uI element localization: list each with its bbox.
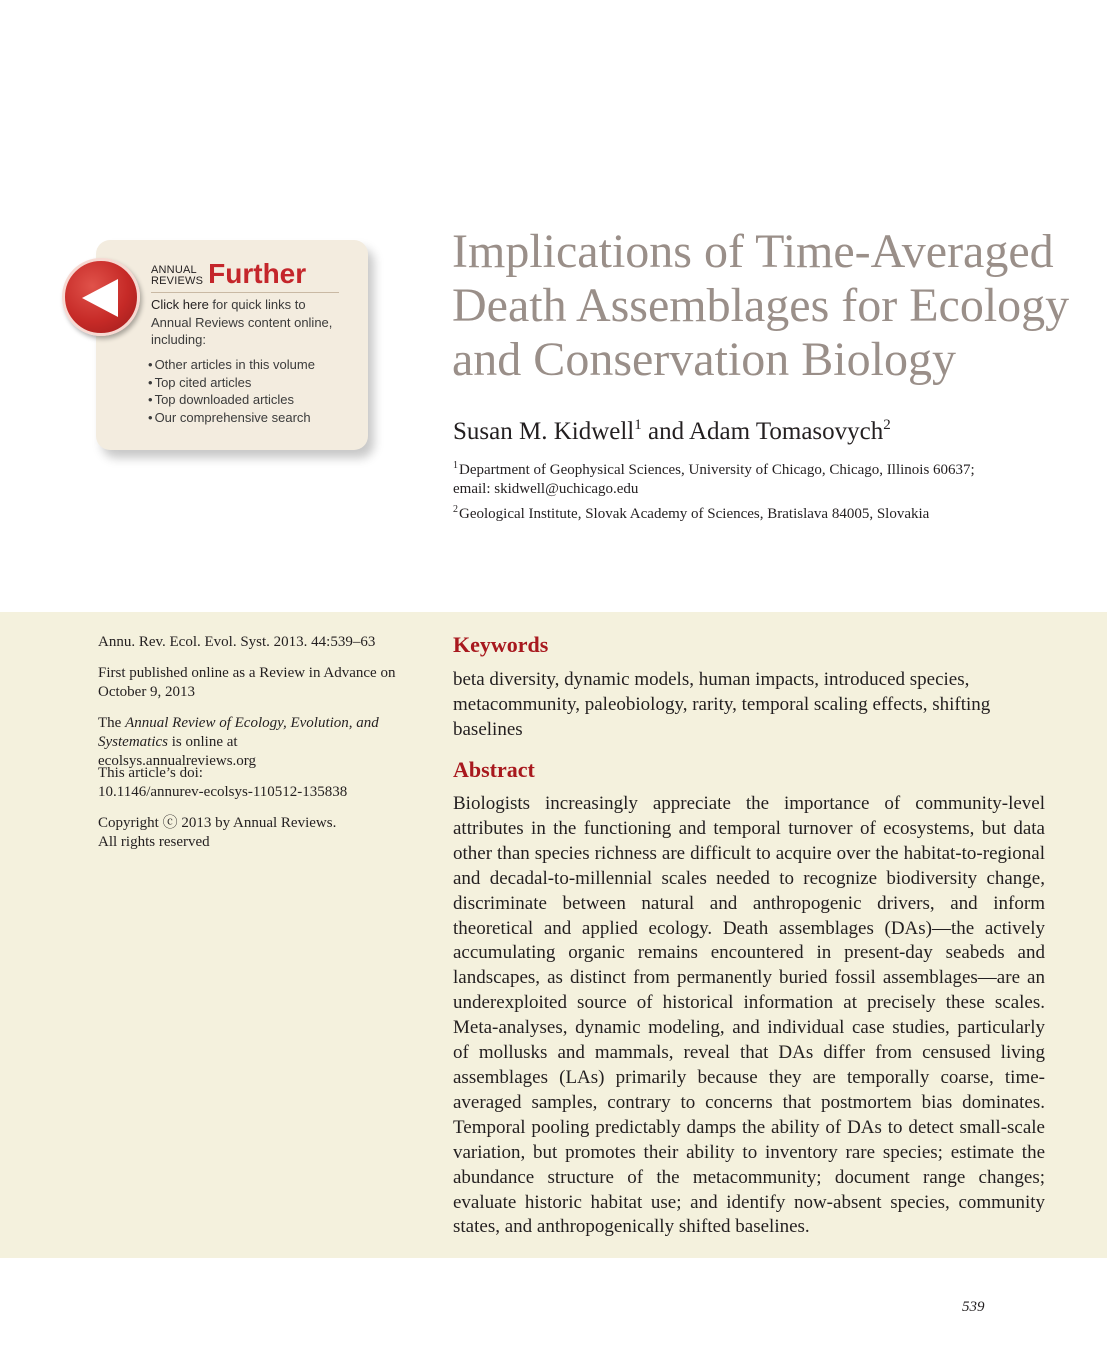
annual-reviews-logo <box>151 265 203 287</box>
logo-line-annual: ANNUAL <box>151 264 197 276</box>
abstract-text: Biologists increasingly appreciate the importance of community-level attributes in the functioning and temporal turnover of ecosystems, but data other than species richness are difficult to acquire over the habitat-to-regional and decadal-to-millennial scales needed to recognize biodiversity change, discriminate between natural and anthropogenic drivers, and inform theoretical and applied ecology. Death assemblages (DAs)—the actively accumulating organic remains encountered in present-day seabeds and landscapes, as distinct from permanently buried fossil assemblages—are an underexploited source of historical information at precisely these scales. Meta-analyses, dynamic modeling, and individual case studies, particularly of mollusks and mammals, reveal that DAs differ from censused living assemblages (LAs) primarily because they are temporally coarse, time-averaged samples, contrary to concerns that postmortem bias dominates. Temporal pooling predictably damps the ability of DAs to detect small-scale variation, but promotes their ability to inventory rare species; estimate the abundance structure of the metacommunity; document range changes; evaluate historic habitat use; and identify now-absent species, community states, and anthropogenically shifted baselines. <box>453 793 1045 1238</box>
further-link-search[interactable]: • Our comprehensive search <box>148 409 315 427</box>
further-divider <box>151 292 339 293</box>
doi-block <box>98 764 408 802</box>
doi-label: This article’s doi: <box>98 765 203 781</box>
further-title: Further <box>208 258 307 289</box>
rights-line: All rights reserved <box>98 834 210 850</box>
author-kidwell: Susan M. Kidwell <box>453 418 635 445</box>
further-links-list <box>148 356 315 426</box>
logo-line-reviews: REVIEWS <box>151 275 204 287</box>
affiliation-2-marker: 2 <box>453 504 458 515</box>
first-published: First published online as a Review in Advance on October 9, 2013 <box>98 665 396 700</box>
author-separator: and <box>641 418 689 445</box>
keywords-heading: Keywords <box>453 632 549 657</box>
affiliation-2-text: Geological Institute, Slovak Academy of Sciences, Bratislava 84005, Slovakia <box>459 506 930 522</box>
author-tomasovych: Adam Tomasovych <box>688 418 884 445</box>
author1-affil-marker: 1 <box>634 417 642 433</box>
further-link-top-cited[interactable]: • Top cited articles <box>148 374 315 392</box>
journal-online-note <box>98 714 398 771</box>
author2-affil-marker: 2 <box>883 417 891 433</box>
journal-name: Annual Review of Ecology, Evolution, and Systematics <box>98 715 379 750</box>
authors <box>453 417 891 447</box>
further-arrow-button[interactable] <box>62 258 140 336</box>
article-title: Implications of Time-Averaged Death Assemblages for Ecology and Conservation Biology <box>452 225 1070 386</box>
further-intro <box>151 296 347 349</box>
further-box[interactable] <box>58 238 388 466</box>
affiliation-1-marker: 1 <box>453 460 458 471</box>
further-link-other-articles[interactable]: • Other articles in this volume <box>148 356 315 374</box>
citation: Annu. Rev. Ecol. Evol. Syst. 2013. 44:539–63 <box>98 634 376 650</box>
further-intro-text: for quick links to Annual Reviews content online, including: <box>151 297 333 347</box>
affiliation-2 <box>453 505 1013 524</box>
abstract-heading: Abstract <box>453 757 535 782</box>
click-here-link[interactable]: Click here <box>151 297 209 312</box>
page-number: 539 <box>962 1299 985 1315</box>
left-arrow-icon <box>76 273 126 323</box>
affiliation-1-text: Department of Geophysical Sciences, University of Chicago, Chicago, Illinois 60637; email: skidwell@uchicago.edu <box>453 462 975 497</box>
keywords-text: beta diversity, dynamic models, human impacts, introduced species, metacommunity, paleobiology, rarity, temporal scaling effects, shifting baselines <box>453 669 991 740</box>
doi-value[interactable]: 10.1146/annurev-ecolsys-110512-135838 <box>98 784 348 800</box>
copyright-line: Copyright ⓒ 2013 by Annual Reviews. <box>98 815 337 831</box>
journal-online-suffix: is online at ecolsys.annualreviews.org <box>98 734 257 769</box>
copyright-block <box>98 814 408 852</box>
affiliation-1 <box>453 461 1013 499</box>
further-link-top-downloaded[interactable]: • Top downloaded articles <box>148 391 315 409</box>
journal-online-prefix: The <box>98 715 126 731</box>
further-header <box>151 258 307 289</box>
